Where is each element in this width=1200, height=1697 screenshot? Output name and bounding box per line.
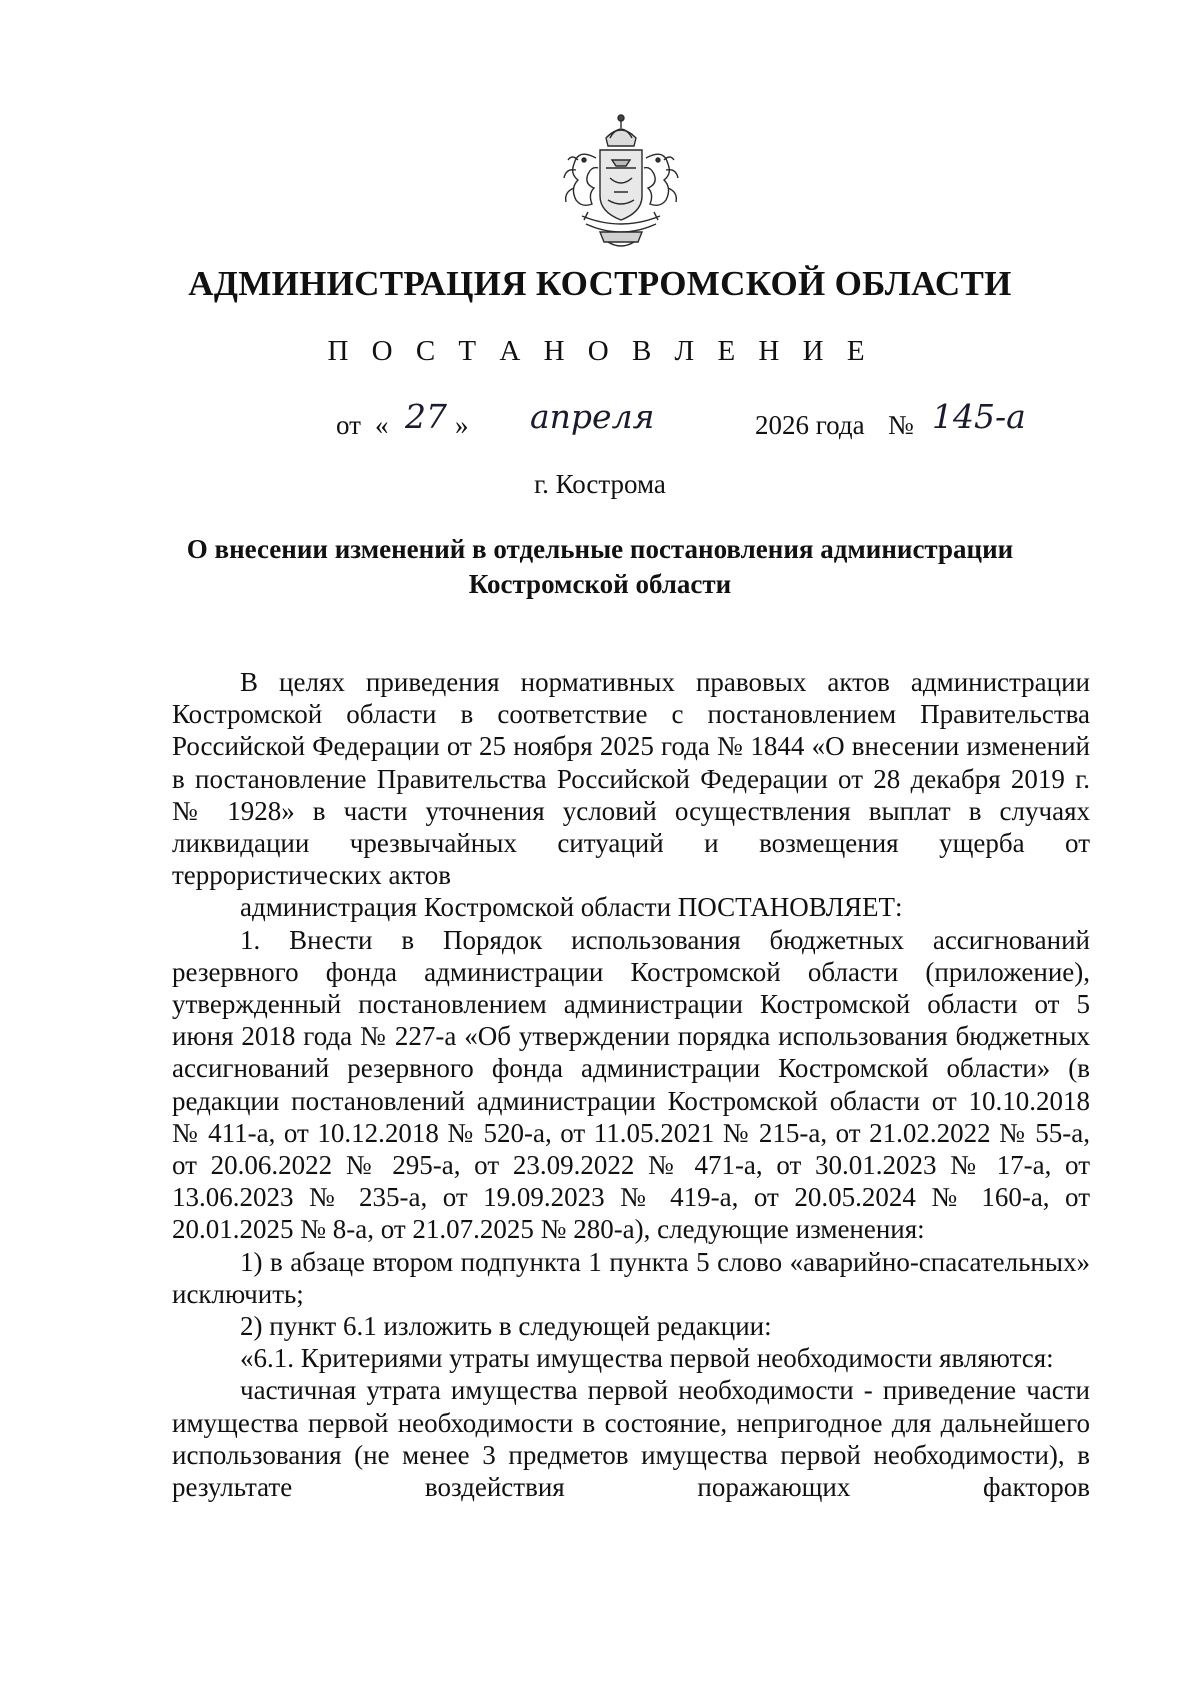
paragraph-subitem-2: 2) пункт 6.1 изложить в следующей редакции: xyxy=(240,1311,772,1342)
date-year: 2026 года xyxy=(755,410,865,440)
date-close-quote: » xyxy=(455,410,469,440)
date-prefix: от xyxy=(336,410,361,440)
number-sign: № xyxy=(888,410,914,440)
paragraph-preamble: В целях приведения нормативных правовых актов администрации Костромской области в соответствие с постановлением Правительства Российской Федерации от 25 ноября 2025 года № 1844 «О внесении изменений в постановление Правительства Российской Федерации от 28 декабря 2019 г. № 1928» в части уточнения условий осуществления выплат в случаях ликвидации чрезвычайных ситуаций и возмещения ущерба от террористических актов xyxy=(172,667,1090,891)
subject-line-2: Костромской области xyxy=(468,569,732,599)
paragraph-partial-loss: частичная утрата имущества первой необходимости - приведение части имущества первой необходимости в состояние, непригодное для дальнейшего использования (не менее 3 предметов имущества первой необходимости), в результате воздействия поражающих факторов xyxy=(172,1375,1090,1503)
paragraph-item-1: 1. Внести в Порядок использования бюджетных ассигнований резервного фонда администрации Костромской области (приложение), утвержденный постановлением администрации Костромской области от 5 июня 2018 года № 227-а «Об утверждении порядка использования бюджетных ассигнований резервного фонда администрации Костромской области» (в редакции постановлений администрации Костромской области от 10.10.2018 № 411-а, от 10.12.2018 № 520-а, от 11.05.2021 № 215-а, от 21.02.2022 № 55-а, от 20.06.2022 № 295-а, от 23.09.2022 № 471-а, от 30.01.2023 № 17-а, от 13.06.2023 № 235-а, от 19.09.2023 № 419-а, от 20.05.2024 № 160-а, от 20.01.2025 № 8-а, от 21.07.2025 № 280-а), следующие изменения: xyxy=(172,924,1090,1245)
date-open-quote: « xyxy=(375,410,389,440)
document-subject xyxy=(150,532,1050,602)
organization-title: АДМИНИСТРАЦИЯ КОСТРОМСКОЙ ОБЛАСТИ xyxy=(188,264,1012,303)
subject-line-1: О внесении изменений в отдельные постановления администрации xyxy=(186,534,1014,564)
date-number-line xyxy=(0,397,1200,443)
paragraph-subitem-1: 1) в абзаце втором подпункта 1 пункта 5 слово «аварийно-спасательных» исключить; xyxy=(172,1246,1090,1309)
coat-of-arms-emblem xyxy=(548,108,694,256)
date-month-handwritten: апреля xyxy=(530,397,655,436)
city-line: г. Кострома xyxy=(534,469,666,499)
paragraph-clause-6-1: «6.1. Критериями утраты имущества первой необходимости являются: xyxy=(240,1343,1054,1374)
date-day-handwritten: 27 xyxy=(405,397,447,436)
document-number-handwritten: 145-а xyxy=(932,397,1026,436)
paragraph-resolves: администрация Костромской области ПОСТАНОВЛЯЕТ: xyxy=(240,892,903,923)
document-type: П О С Т А Н О В Л Е Н И Е xyxy=(327,335,873,367)
document-body xyxy=(172,666,1090,1503)
